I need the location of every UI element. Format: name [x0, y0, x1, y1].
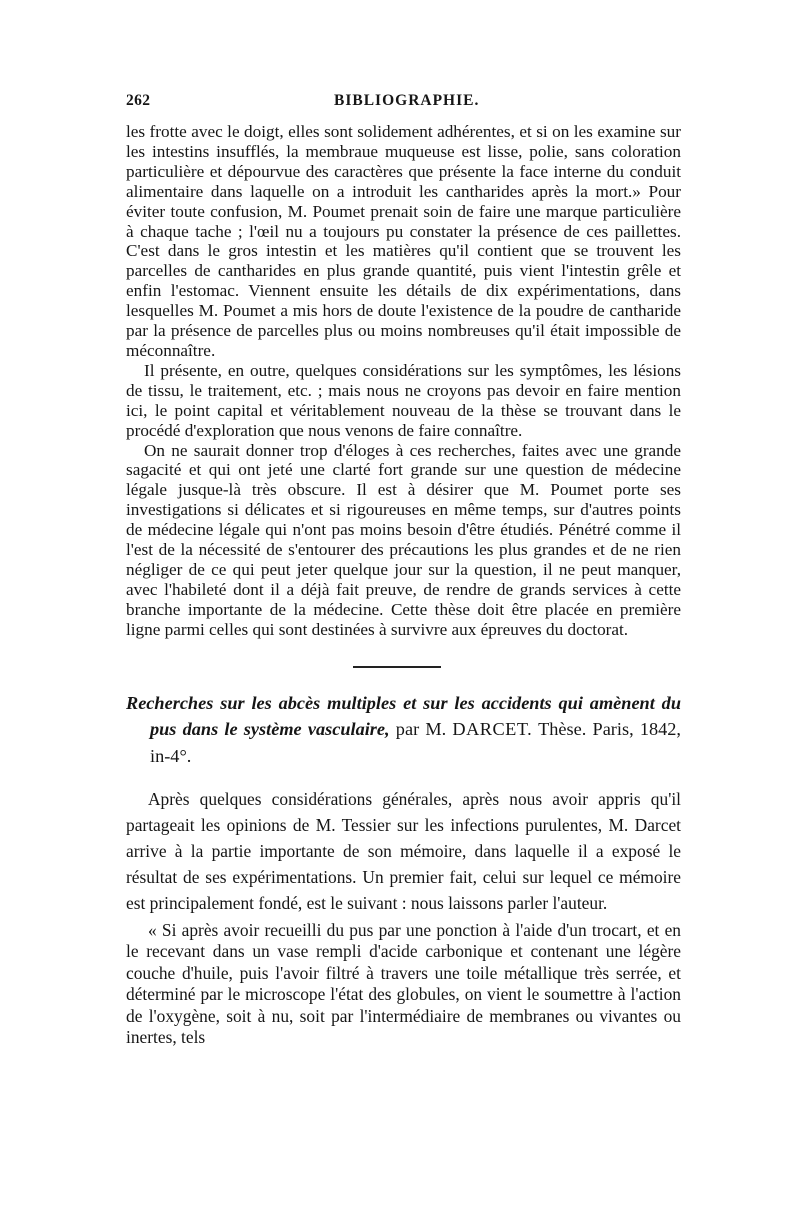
paragraph: Après quelques considérations générales, après nous avoir appris qu'il partageait les opinions de M. Tessier sur les infections purulentes, M. Darcet arrive à la partie importante de son mémoire, dans laquelle il a exposé le résultat de ses expérimentations. Un premier fait, celui sur lequel ce mémoire est principalement fondé, est le suivant : nous laissons parler l'auteur. — [126, 788, 681, 913]
paragraph: « Si après avoir recueilli du pus par une ponction à l'aide d'un trocart, et en le recevant dans un vase rempli d'acide carbonique et contenant une légère couche d'huile, puis l'avoir filtré à travers une toile métallique très serrée, et déterminé par le microscope l'état des globules, on vient le soumettre à l'action de l'oxygène, soit à nu, soit par l'intermédiaire de membranes ou vivantes ou inertes, tels — [126, 919, 681, 1048]
page-header — [126, 92, 681, 122]
bibliographic-reference — [126, 690, 681, 770]
book-page — [126, 92, 681, 1049]
reference-title: Recherches sur les abcès multiples et sur les accidents qui amènent du pus dans le système vasculaire, — [126, 692, 681, 740]
reference-author: DARCET. — [452, 719, 533, 740]
section-divider — [353, 666, 441, 668]
paragraph: les frotte avec le doigt, elles sont solidement adhérentes, et si on les examine sur les intestins insufflés, la membraue muqueuse est lisse, polie, sans coloration particulière et dépourvue des caractères que présente la face interne du conduit alimentaire dans laquelle on a introduit les cantharides après la mort.» Pour éviter toute confusion, M. Poumet prenait soin de faire une marque particulière à chaque tache ; l'œil nu a toujours pu constater la présence de ces paillettes. C'est dans le gros intestin et les matières qu'il contient que se trouvent les parcelles de cantharides en plus grande quantité, puis vient l'intestin grêle et enfin l'estomac. Viennent ensuite les détails de dix expérimentations, dans lesquelles M. Poumet a mis hors de doute l'existence de la poudre de cantharide par la présence de parcelles plus ou moins nombreuses qu'il était impossible de méconnaître. — [126, 122, 681, 360]
page-number: 262 — [126, 92, 151, 109]
review-body — [126, 786, 681, 1049]
reference-author-prefix: par M. — [389, 719, 453, 740]
running-title: BIBLIOGRAPHIE. — [334, 92, 480, 109]
paragraph: Il présente, en outre, quelques considérations sur les symptômes, les lésions de tissu, le traitement, etc. ; mais nous ne croyons pas devoir en faire mention ici, le point capital et véritablement nouveau de la thèse se trouvant dans le procédé d'exploration que nous venons de faire connaître. — [126, 360, 681, 440]
reference-publication: Thèse. Paris, 1842, in-4°. — [150, 719, 681, 766]
paragraph: On ne saurait donner trop d'éloges à ces recherches, faites avec une grande sagacité et qui ont jeté une clarté fort grande sur une question de médecine légale jusque-là très obscure. Il est à désirer que M. Poumet porte ses investigations si délicates et si rigoureuses en même temps, sur d'autres points de médecine légale qui n'ont pas moins besoin d'être étudiés. Pénétré comme il l'est de la nécessité de s'entourer des précautions les plus grandes et de ne rien négliger de ce qui peut jeter quelque jour sur la question, il ne peut manquer, avec l'habileté dont il a déjà fait preuve, de rendre de grands services à cette branche importante de la médecine. Cette thèse doit être placée en première ligne parmi celles qui sont destinées à survivre aux épreuves du doctorat. — [126, 440, 681, 639]
review-continuation — [126, 122, 681, 640]
